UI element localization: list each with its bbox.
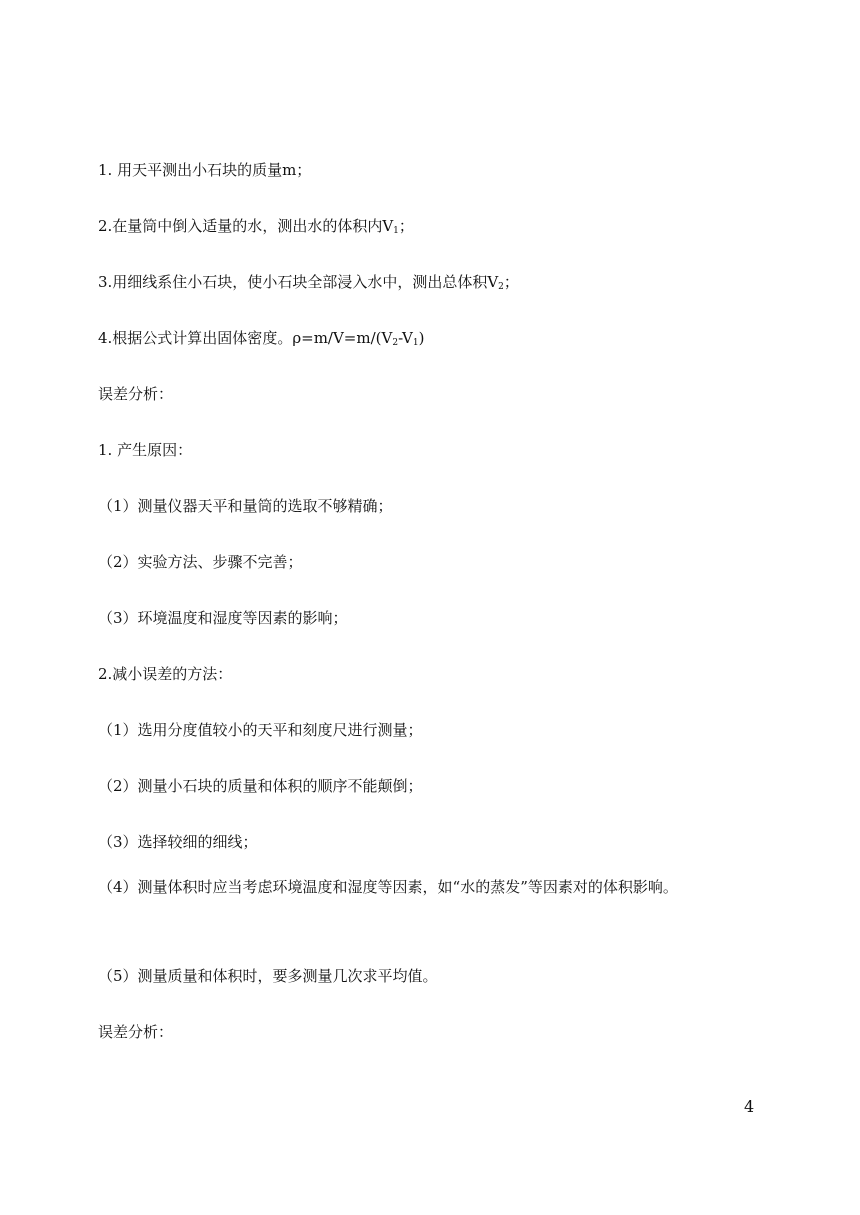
step-4-mid: -V: [398, 329, 413, 347]
error-analysis-heading-2: 误差分析：: [98, 1023, 174, 1041]
step-1: 1. 用天平测出小石块的质量m；: [98, 161, 312, 179]
method-item-2: （2）测量小石块的质量和体积的顺序不能颠倒；: [98, 777, 423, 795]
cause-item-2: （2）实验方法、步骤不完善；: [98, 553, 303, 571]
step-2: [98, 215, 414, 237]
step-2-subscript: 1: [393, 226, 399, 236]
reduce-error-heading: 2.减小误差的方法：: [98, 665, 233, 683]
step-3: [98, 271, 519, 293]
cause-item-3: （3）环境温度和湿度等因素的影响；: [98, 609, 348, 627]
step-4-formula: [98, 327, 424, 349]
method-item-1: （1）选用分度值较小的天平和刻度尺进行测量；: [98, 721, 423, 739]
step-4-text: 4.根据公式计算出固体密度。ρ=m/V=m/(V: [98, 329, 393, 347]
cause-item-1: （1）测量仪器天平和量筒的选取不够精确；: [98, 497, 393, 515]
step-3-end: ；: [503, 273, 519, 291]
page-number: 4: [744, 1097, 755, 1116]
step-3-text: 3.用细线系住小石块，使小石块全部浸入水中，测出总体积V: [98, 273, 499, 291]
step-4-subscript-b: 1: [412, 338, 419, 348]
cause-heading: 1. 产生原因：: [98, 441, 193, 459]
method-item-4: （4）测量体积时应当考虑环境温度和湿度等因素，如“水的蒸发”等因素对的体积影响。: [98, 878, 678, 896]
step-3-subscript: 2: [498, 282, 504, 292]
step-2-text: 2.在量筒中倒入适量的水，测出水的体积内V: [98, 217, 394, 235]
error-analysis-heading: 误差分析：: [98, 385, 174, 403]
step-4-subscript-a: 2: [392, 338, 399, 348]
method-item-5: （5）测量质量和体积时，要多测量几次求平均值。: [98, 967, 438, 985]
step-4-end: ): [418, 329, 425, 347]
step-2-end: ；: [398, 217, 414, 235]
method-item-3: （3）选择较细的细线；: [98, 833, 258, 851]
